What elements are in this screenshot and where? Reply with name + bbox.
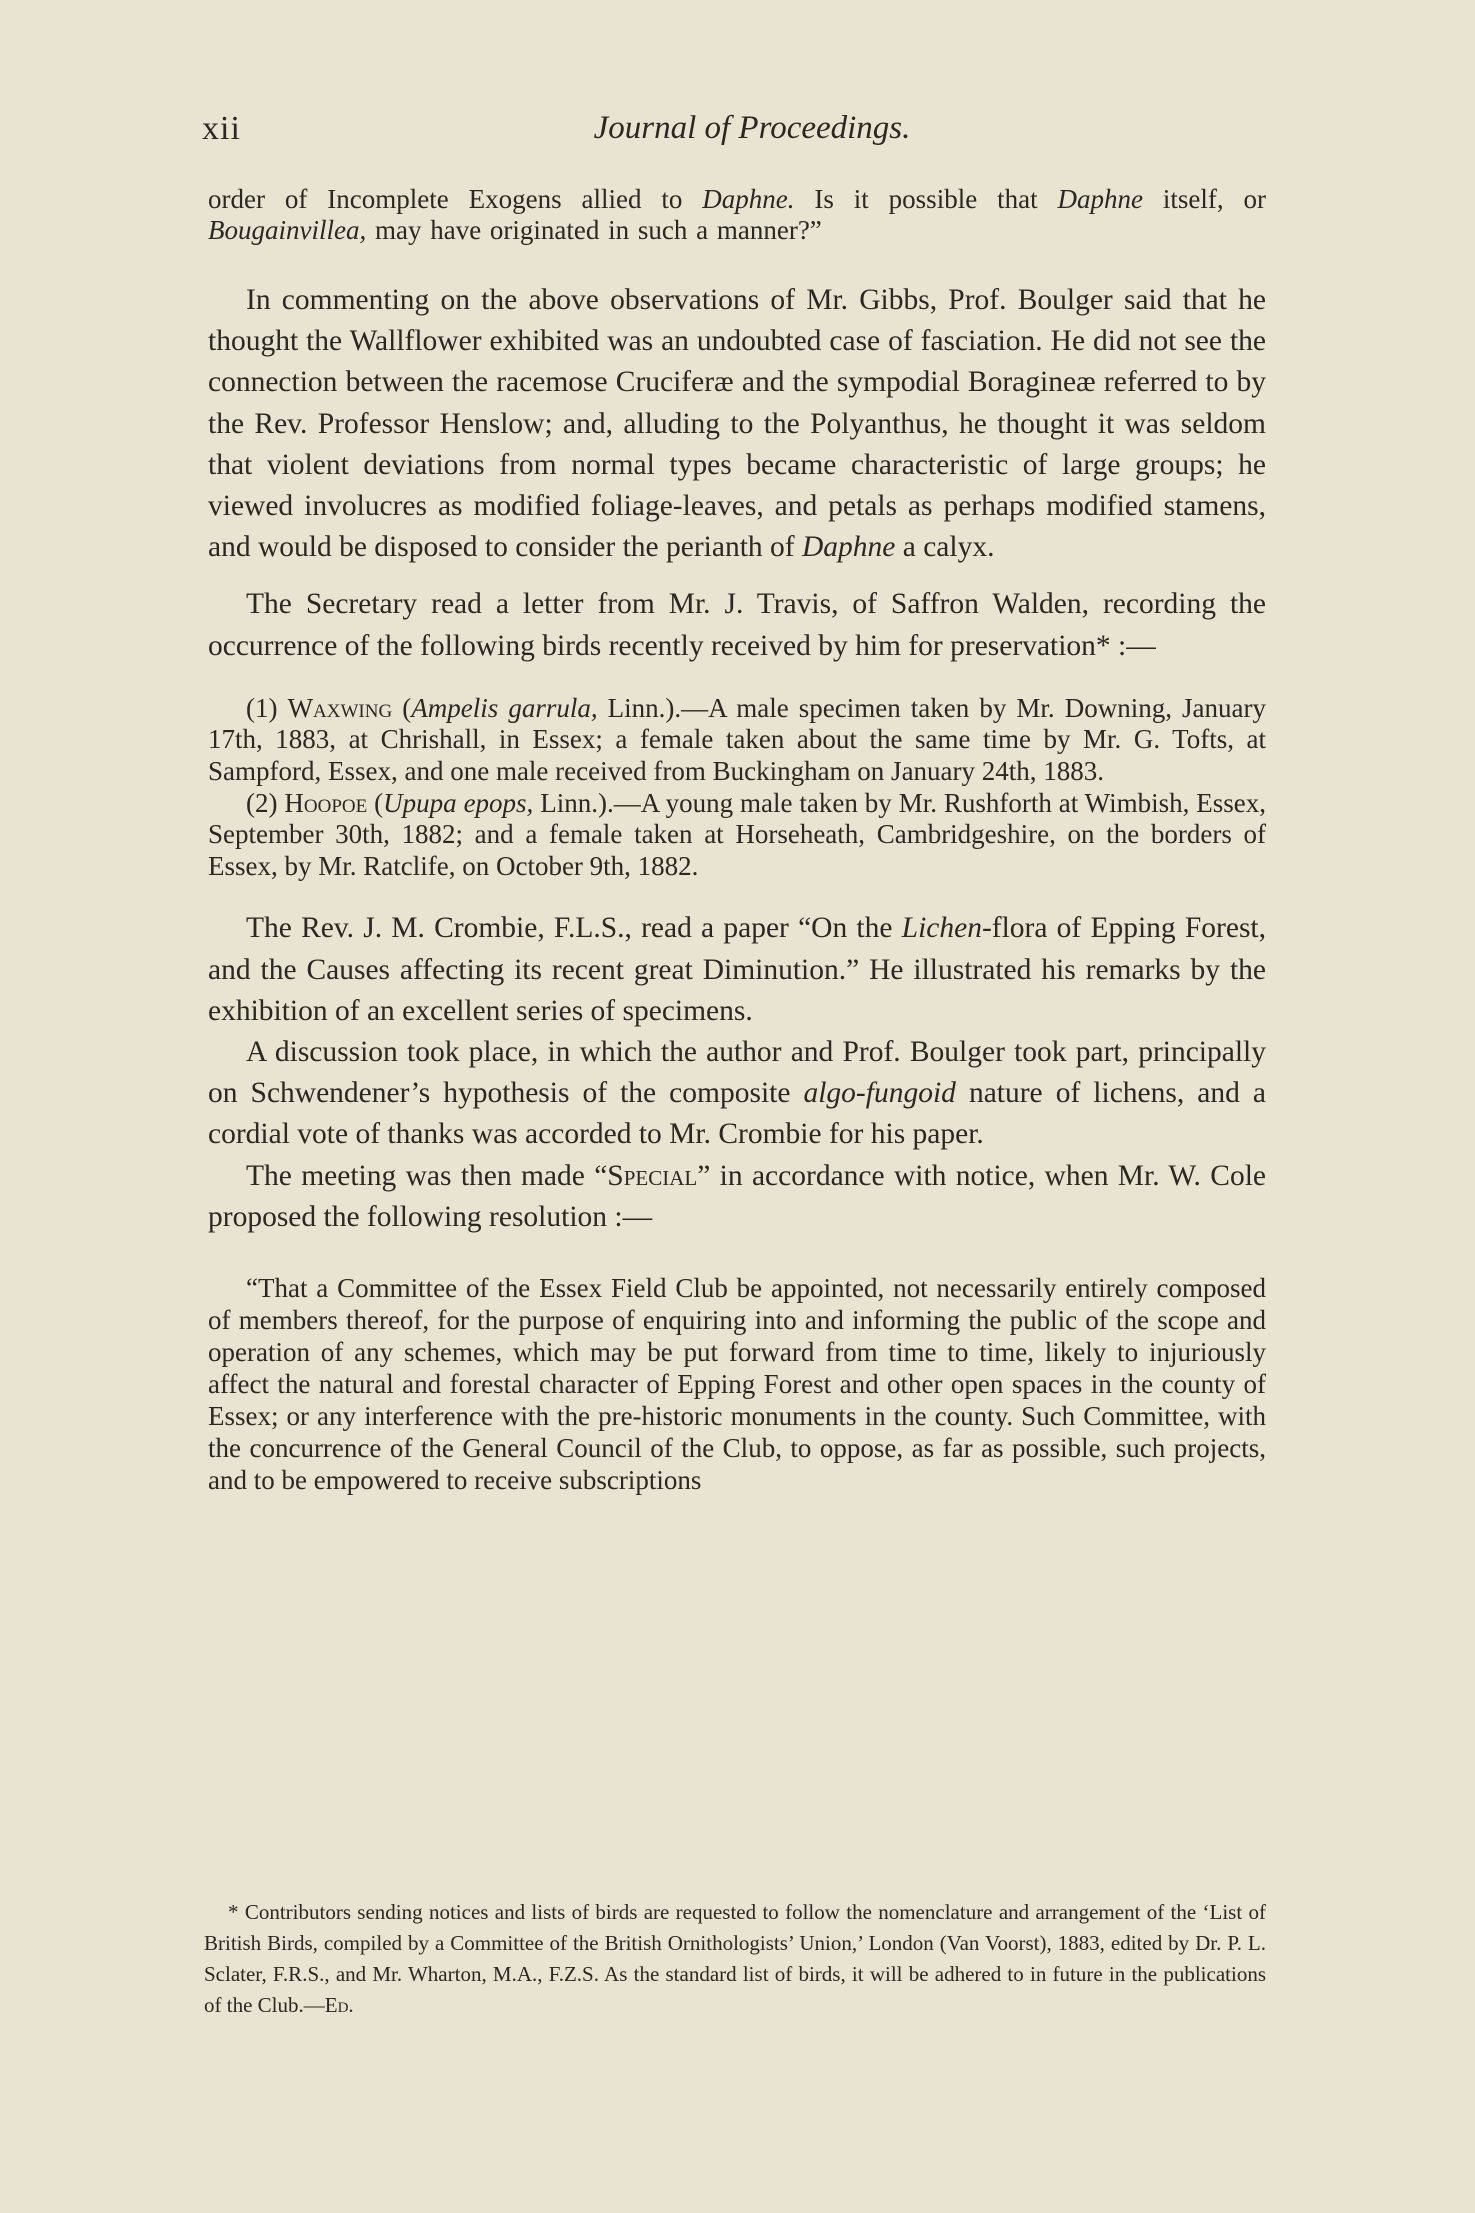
boulger-comment-paragraph [208, 280, 1266, 568]
text-run: ( [367, 787, 384, 818]
footnote [204, 1897, 1266, 2021]
text-run: a calyx. [895, 531, 995, 564]
italic-word: Lichen [901, 912, 982, 945]
text-run: A discussion took place, in which the author and Prof. Boulger took part, principally on Schwendener’s hypothesis of the composite [208, 1036, 1266, 1110]
text-run: In commenting on the above observations of Mr. Gibbs, Prof. Boulger said that he thought the Wallflower exhibited was an undoubted case of fasciation. He did not see the connection between the racemose Cruciferæ and the sympodial Boragineæ referred to by the Rev. Professor Henslow; and, alluding to the Polyanthus, he thought it was seldom that violent deviations from normal types became characteristic of large groups; he viewed involucres as modified foliage-leaves, and petals as perhaps modified stamens, and would be disposed to consider the perianth of [208, 284, 1266, 564]
bird-name: Waxwing [287, 692, 393, 723]
text-run: ( [392, 692, 412, 723]
text-run: The meeting was then made “ [246, 1159, 608, 1192]
entry-text: Linn.).—A young male taken by Mr. Rushforth at Wimbish, Essex, September 30th, 1882; and a female taken at Horseheath, Cambridgeshire, on the borders of Essex, by Mr. Ratclife, on October 9th, 1882. [208, 787, 1266, 881]
page-body [208, 184, 1266, 1496]
footnote-text: * Contributors sending notices and lists of birds are requested to follow the nomenclature and arrangement of the ‘List of British Birds, compiled by a Committee of the British Ornithologists’ Union,’ London (Van Voorst), 1883, edited by Dr. P. L. Sclater, F.R.S., and Mr. Wharton, M.A., F.Z.S. As the standard list of birds, it will be adhered to in future in the publications of the Club.— [204, 1900, 1266, 2017]
italic-genus: Bougainvillea, [208, 215, 367, 245]
editor-mark: Ed. [324, 1993, 354, 2017]
text-run: itself, or [1142, 184, 1266, 214]
bird-name: Hoopoe [284, 787, 368, 818]
crombie-paper-paragraph [208, 908, 1266, 1032]
entry-number: (1) [246, 692, 288, 723]
quote-continuation [208, 184, 1266, 246]
resolution-quote: “That a Committee of the Essex Field Club be appointed, not necessarily entirely composed of members thereof, for the purpose of enquiring into and informing the public of the scope and operation of any schemes, which may be put forward from time to time, likely to injuriously affect the natural and forestal character of Epping Forest and other open spaces in the county of Essex; or any interference with the pre-historic monuments in the county. Such Committee, with the concurrence of the General Council of the Club, to oppose, as far as possible, such projects, and to be empowered to receive subscriptions [208, 1273, 1266, 1496]
text-run: The Rev. J. M. Crombie, F.L.S., read a paper “On the [246, 912, 902, 945]
text-run: order of Incomplete Exogens allied to [208, 184, 703, 214]
text-run: Is it possible that [794, 184, 1058, 214]
bird-entry-hoopoe [208, 788, 1266, 883]
text-run: may have originated in such a manner?” [366, 215, 822, 245]
page-header [202, 110, 1262, 160]
bird-entry-waxwing [208, 693, 1266, 788]
italic-genus: Daphne [801, 531, 896, 564]
latin-name: Ampelis garrula, [411, 692, 598, 723]
entry-text: Linn.).—A male specimen taken by Mr. Downing, January 17th, 1883, at Chrishall, in Essex; a female taken about the same time by Mr. G. Tofts, at Sampford, Essex, and one male received from Buckingham on January 24th, 1883. [208, 692, 1266, 787]
discussion-paragraph [208, 1032, 1266, 1156]
text-run: ” in accordance with notice, when Mr. W. Cole proposed the following resolution :— [208, 1159, 1266, 1233]
entry-number: (2) [246, 787, 285, 818]
secretary-letter-paragraph: The Secretary read a letter from Mr. J. Travis, of Saffron Walden, recording the occurrence of the following birds recently received by him for preservation* :— [208, 588, 1266, 662]
italic-genus: Daphne. [702, 184, 795, 214]
text-run: nature of lichens, and a cordial vote of thanks was accorded to Mr. Crombie for his paper. [208, 1077, 1266, 1151]
text-run: -flora of Epping Forest, and the Causes affecting its recent great Diminution.” He illustrated his remarks by the exhibition of an excellent series of specimens. [208, 912, 1267, 1027]
italic-word: algo-fungoid [803, 1077, 956, 1110]
running-title: Journal of Proceedings. [593, 110, 911, 146]
special-meeting-paragraph [208, 1156, 1266, 1238]
small-caps-word: Special [607, 1159, 698, 1192]
italic-genus: Daphne [1057, 184, 1143, 214]
page-number: xii [202, 110, 241, 147]
latin-name: Upupa epops, [383, 787, 534, 818]
